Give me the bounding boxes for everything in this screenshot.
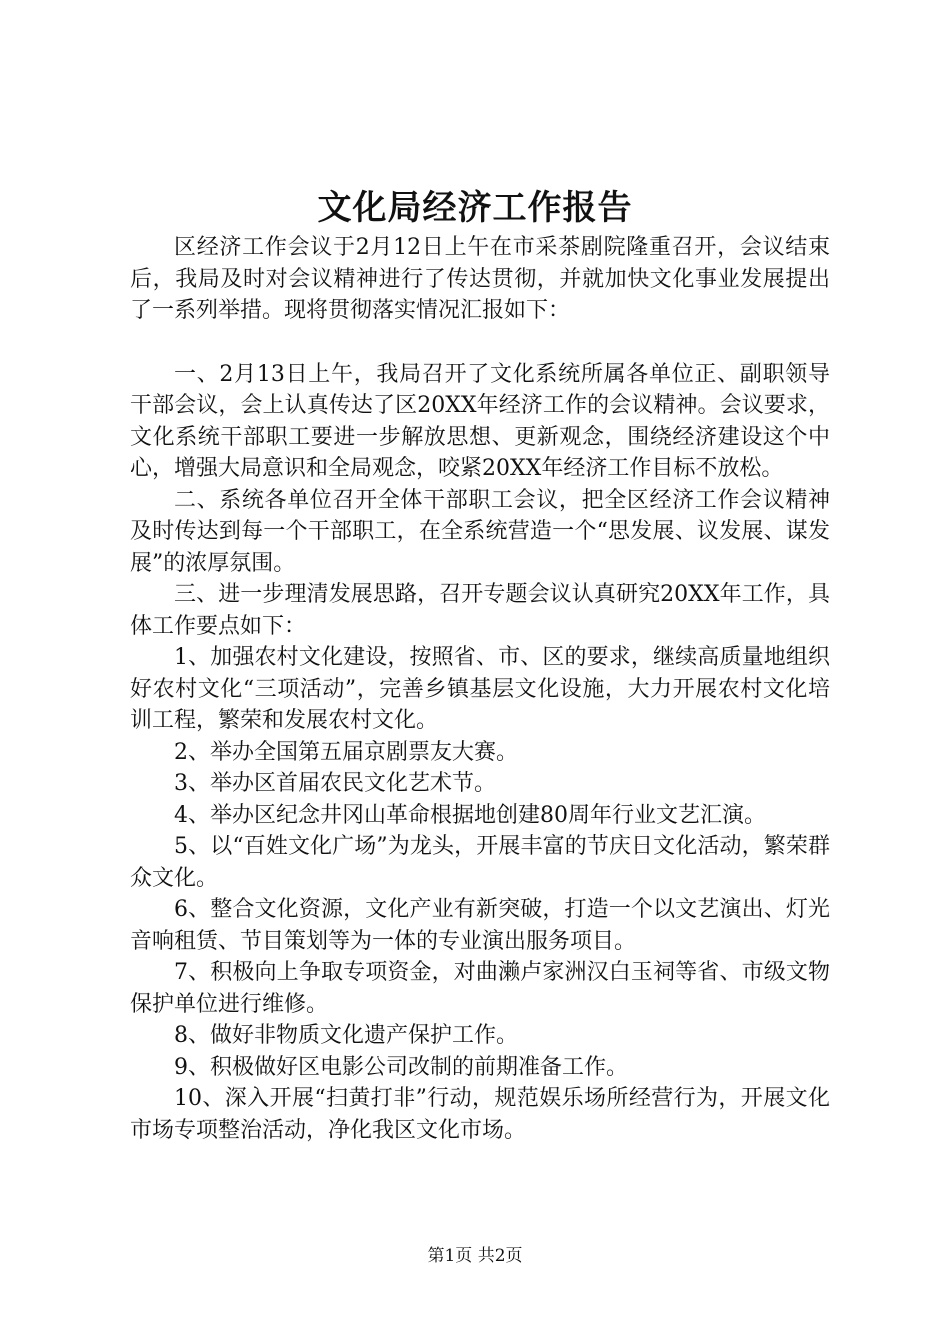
- list-item-1: 1、加强农村文化建设，按照省、市、区的要求，继续高质量地组织好农村文化“三项活动”，完善乡镇基层文化设施，大力开展农村文化培训工程，繁荣和发展农村文化。: [130, 645, 830, 733]
- list-item-7: 7、积极向上争取专项资金，对曲濑卢家洲汉白玉祠等省、市级文物保护单位进行维修。: [130, 960, 830, 1017]
- list-item-9: 9、积极做好区电影公司改制的前期准备工作。: [174, 1054, 628, 1080]
- paragraph-gap: [130, 327, 830, 359]
- section-1-paragraph: 一、2月13日上午，我局召开了文化系统所属各单位正、副职领导干部会议，会上认真传达了区20XX年经济工作的会议精神。会议要求，文化系统干部职工要进一步解放思想、更新观念，围绕经济建设这个中心，增强大局意识和全局观念，咬紧20XX年经济工作目标不放松。: [130, 361, 830, 481]
- section-2-paragraph: 二、系统各单位召开全体干部职工会议，把全区经济工作会议精神及时传达到每一个干部职工，在全系统营造一个“思发展、议发展、谋发展”的浓厚氛围。: [130, 487, 830, 576]
- document-title: 文化局经济工作报告: [317, 188, 633, 228]
- list-item-4: 4、举办区纪念井冈山革命根据地创建80周年行业文艺汇演。: [174, 802, 766, 828]
- list-item-10: 10、深入开展“扫黄打非”行动，规范娱乐场所经营行为，开展文化市场专项整治活动，净化我区文化市场。: [130, 1086, 830, 1143]
- list-item-6: 6、整合文化资源，文化产业有新突破，打造一个以文艺演出、灯光音响租赁、节目策划等为一体的专业演出服务项目。: [130, 897, 830, 954]
- section-3-paragraph: 三、进一步理清发展思路，召开专题会议认真研究20XX年工作，具体工作要点如下：: [130, 582, 830, 639]
- document-body: [130, 232, 830, 1146]
- list-item-8: 8、做好非物质文化遗产保护工作。: [174, 1023, 518, 1048]
- intro-paragraph: 区经济工作会议于2月12日上午在市采茶剧院隆重召开，会议结束后，我局及时对会议精神进行了传达贯彻，并就加快文化事业发展提出了一系列举措。现将贯彻落实情况汇报如下：: [130, 235, 830, 323]
- page-footer: 第1页 共2页: [427, 1246, 523, 1266]
- list-item-3: 3、举办区首届农民文化艺术节。: [174, 771, 496, 796]
- list-item-2: 2、举办全国第五届京剧票友大赛。: [174, 739, 518, 765]
- list-item-5: 5、以“百姓文化广场”为龙头，开展丰富的节庆日文化活动，繁荣群众文化。: [130, 834, 830, 891]
